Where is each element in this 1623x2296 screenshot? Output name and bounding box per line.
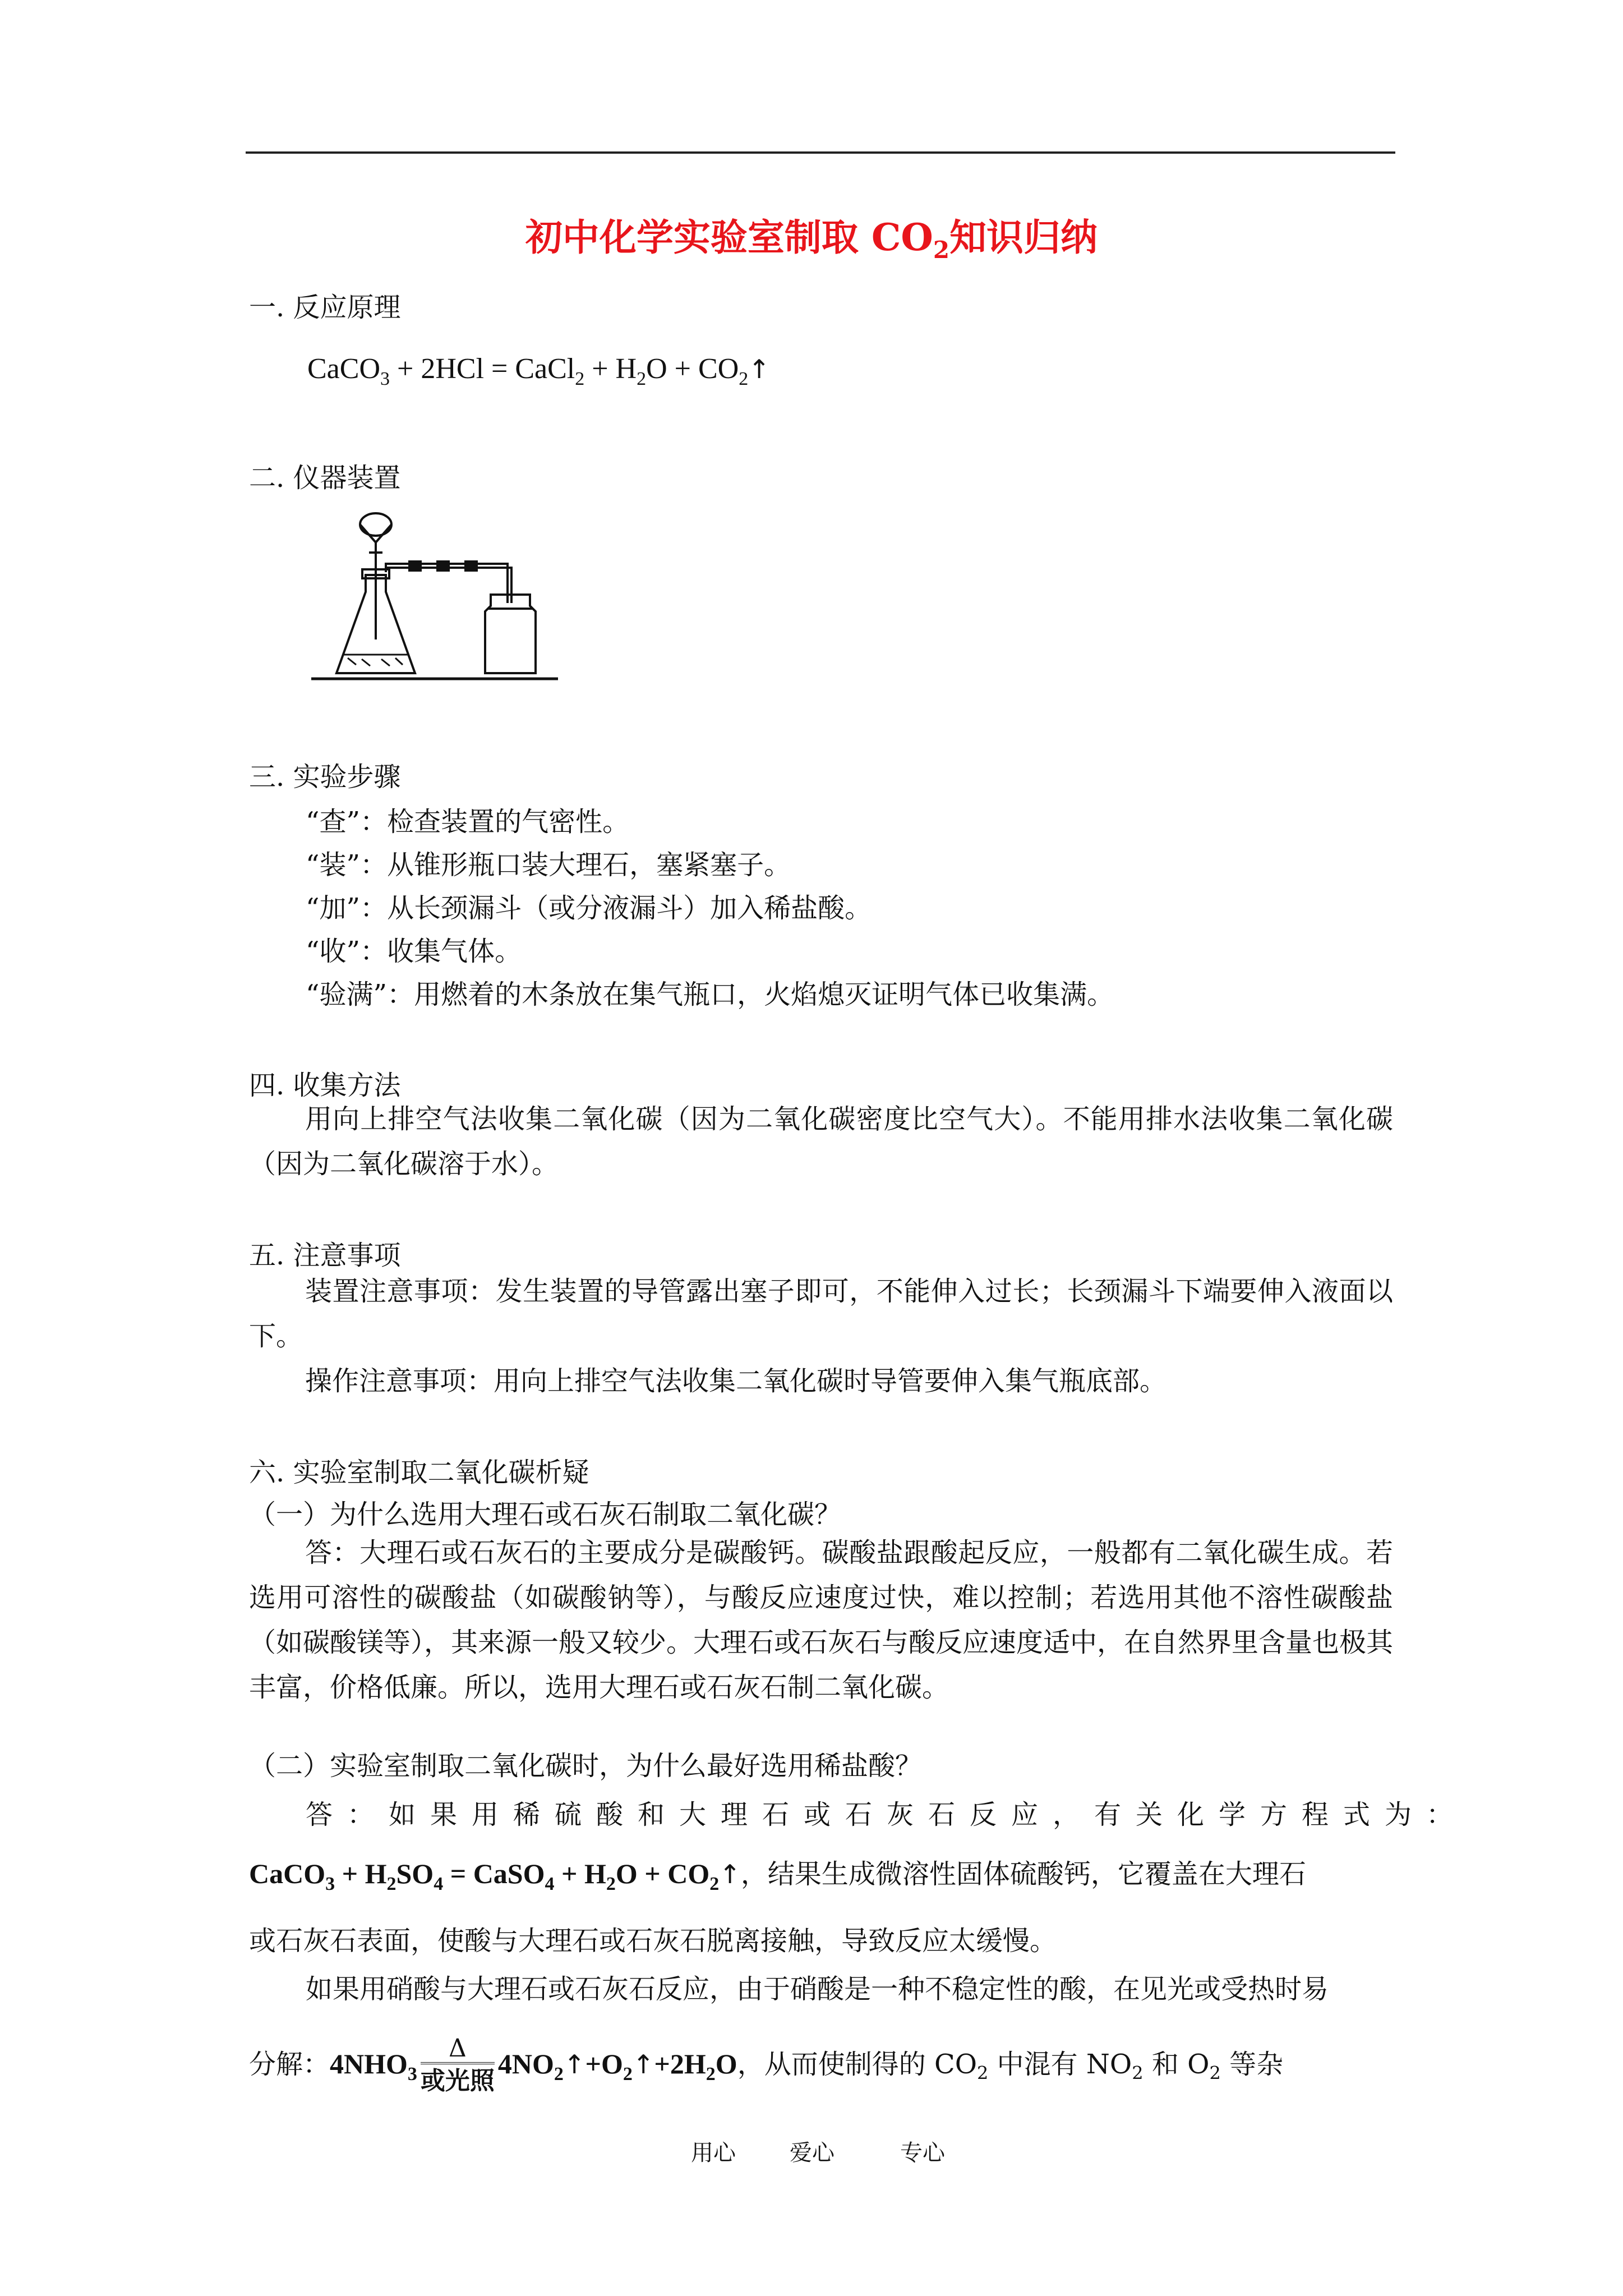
collection-method-text: 用向上排空气法收集二氧化碳（因为二氧化碳密度比空气大）。不能用排水法收集二氧化碳（因为二氧化碳溶于水）。: [249, 1103, 1393, 1180]
header-rule: [246, 151, 1395, 154]
step-item: “查”：检查装置的气密性。: [306, 806, 630, 838]
section-heading-4: 四. 收集方法: [249, 1070, 401, 1101]
question-1: （一）为什么选用大理石或石灰石制取二氧化碳？: [249, 1499, 842, 1530]
answer-2-equation-line: CaCO$_3$ + $H_2SO_4$ = CaSO$_4$ + $H_2O$ + $CO_2↑$，结果生成微溶性固体硫酸钙，它覆盖在大理石: [249, 1858, 1306, 1894]
section-heading-6: 六. 实验室制取二氧化碳析疑: [249, 1457, 589, 1488]
section-heading-2: 二. 仪器装置: [249, 462, 401, 494]
device-notes-text: 装置注意事项：发生装置的导管露出塞子即可，不能伸入过长；长颈漏斗下端要伸入液面以下。: [249, 1276, 1393, 1352]
question-2: （二）实验室制取二氧化碳时，为什么最好选用稀盐酸？: [249, 1750, 923, 1782]
footer-text-3: 专心: [900, 2140, 945, 2166]
step-item: “验满”：用燃着的木条放在集气瓶口，火焰熄灭证明气体已收集满。: [306, 979, 1114, 1010]
apparatus-diagram: [303, 508, 572, 693]
section-heading-5: 五. 注意事项: [249, 1240, 401, 1271]
answer-2-intro: 答：如果用稀硫酸和大理石或石灰石反应，有关化学方程式为：: [306, 1799, 1468, 1830]
step-item: “装”：从锥形瓶口装大理石，塞紧塞子。: [306, 849, 791, 881]
answer-2-continued: 或石灰石表面，使酸与大理石或石灰石脱离接触，导致反应太缓慢。: [249, 1925, 1057, 1957]
footer-text-2: 爱心: [790, 2140, 834, 2166]
answer-3-text: 如果用硝酸与大理石或石灰石反应，由于硝酸是一种不稳定性的酸，在见光或受热时易: [306, 1973, 1329, 2005]
reaction-condition: $\frac{\Delta}{\text{或光照}}$: [420, 2033, 495, 2095]
answer-1: 答：大理石或石灰石的主要成分是碳酸钙。碳酸盐跟酸起反应，一般都有二氧化碳生成。若选用可溶性的碳酸盐（如碳酸钠等），与酸反应速度过快，难以控制；若选用其他不溶性碳酸盐（如碳酸镁等），其来源一般又较少。大理石或石灰石与酸反应速度适中，在自然界里含量也极其丰富，价格低廉。所以，选用大理石或石灰石制二氧化碳。: [249, 1537, 1394, 1703]
step-item: “加”：从长颈漏斗（或分液漏斗）加入稀盐酸。: [306, 892, 872, 924]
footer-text-1: 用心: [691, 2140, 736, 2166]
step-item: “收”：收集气体。: [306, 936, 522, 967]
section-heading-3: 三. 实验步骤: [249, 761, 401, 793]
operation-notes-text: 操作注意事项：用向上排空气法收集二氧化碳时导管要伸入集气瓶底部。: [305, 1365, 1167, 1397]
page-title: 初中化学实验室制取 $CO_2$知识归纳: [525, 215, 1098, 264]
nitric-acid-decomposition-line: 分解：$4NHO_3$ $\frac{\Delta}{\text{或光照}}$ $4NO_2↑+O_2↑+2H_2O$，从而使制得的 $CO_2$ 中混有 $NO_2$ 和 $O_2$ 等杂: [249, 2033, 1283, 2104]
section-heading-1: 一. 反应原理: [249, 292, 401, 323]
reaction-equation: CaCO$_3$ + 2HCl = CaCl$_2$ + $H_2O$ + $CO_2↑$: [307, 353, 770, 389]
